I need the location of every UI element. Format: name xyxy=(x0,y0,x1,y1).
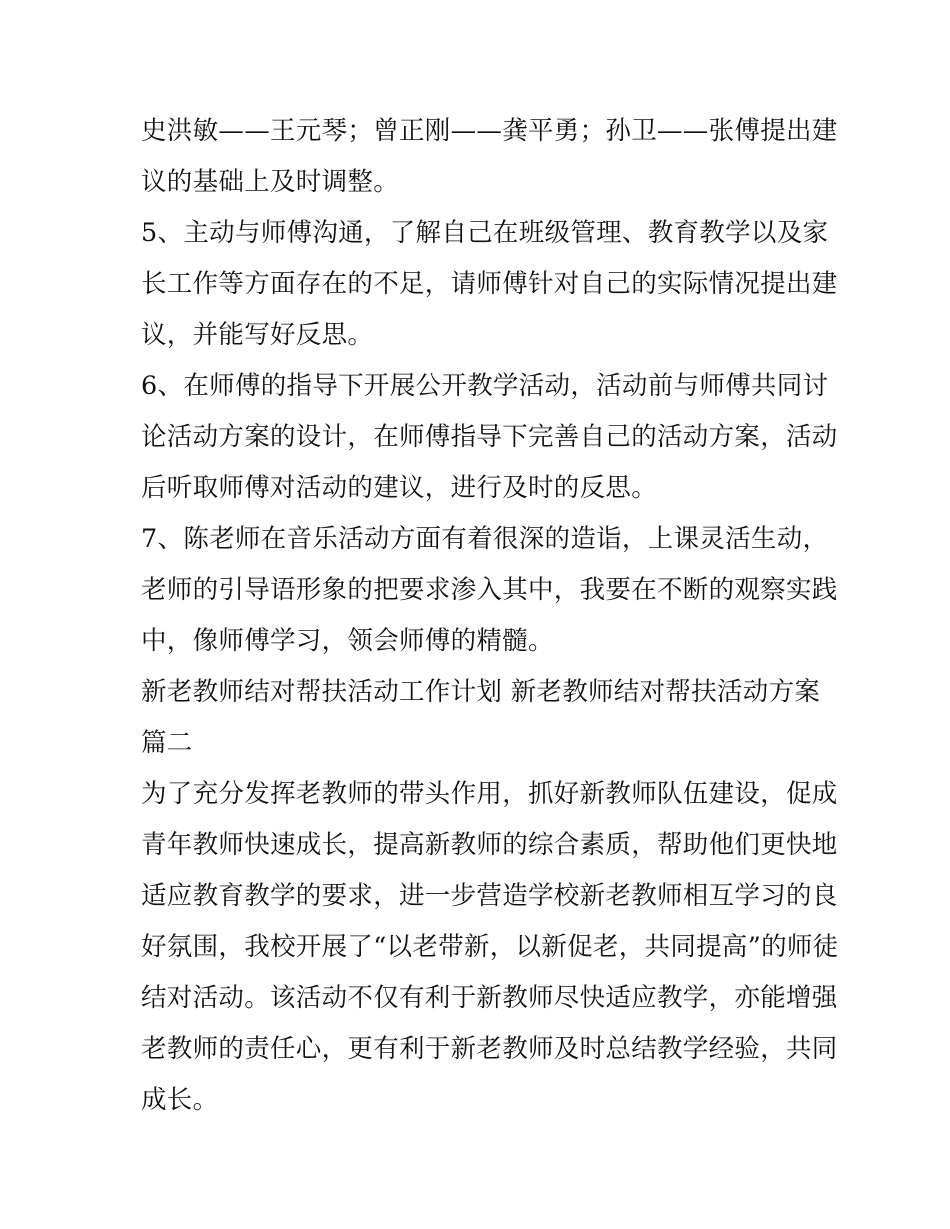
text-line: 老师的引导语形象的把要求渗入其中，我要在不断的观察实践 xyxy=(141,575,838,605)
section-heading: 新老教师结对帮扶活动工作计划 新老教师结对帮扶活动方案 xyxy=(141,677,821,707)
list-item-6: 6、在师傅的指导下开展公开教学活动，活动前与师傅共同讨 xyxy=(141,371,829,401)
text-line: 中，像师傅学习，领会师傅的精髓。 xyxy=(141,626,554,656)
paragraph-line: 好氛围，我校开展了“以老带新，以新促老，共同提高”的师徒 xyxy=(141,932,839,962)
text-line: 议的基础上及时调整。 xyxy=(141,167,400,197)
paragraph-line: 老教师的责任心，更有利于新老教师及时总结教学经验，共同 xyxy=(141,1034,838,1064)
paragraph-line: 适应教育教学的要求，进一步营造学校新老教师相互学习的良 xyxy=(141,881,838,911)
paragraph-line: 青年教师快速成长，提高新教师的综合素质，帮助他们更快地 xyxy=(141,830,838,860)
text-line: 长工作等方面存在的不足，请师傅针对自己的实际情况提出建 xyxy=(141,269,838,299)
list-item-7: 7、陈老师在音乐活动方面有着很深的造诣，上课灵活生动， xyxy=(141,524,829,554)
text-line: 后听取师傅对活动的建议，进行及时的反思。 xyxy=(141,473,658,503)
paragraph-line: 结对活动。该活动不仅有利于新教师尽快适应教学，亦能增强 xyxy=(141,983,838,1013)
section-heading-part: 篇二 xyxy=(141,728,193,758)
paragraph-line: 成长。 xyxy=(141,1085,219,1115)
text-line: 议，并能写好反思。 xyxy=(141,320,374,350)
text-line: 史洪敏——王元琴；曾正刚——龚平勇；孙卫——张傅提出建 xyxy=(141,116,838,146)
list-item-5: 5、主动与师傅沟通，了解自己在班级管理、教育教学以及家 xyxy=(141,218,829,248)
document-body xyxy=(141,106,839,1126)
paragraph-line: 为了充分发挥老教师的带头作用，抓好新教师队伍建设，促成 xyxy=(141,779,838,809)
text-line: 论活动方案的设计，在师傅指导下完善自己的活动方案，活动 xyxy=(141,422,838,452)
